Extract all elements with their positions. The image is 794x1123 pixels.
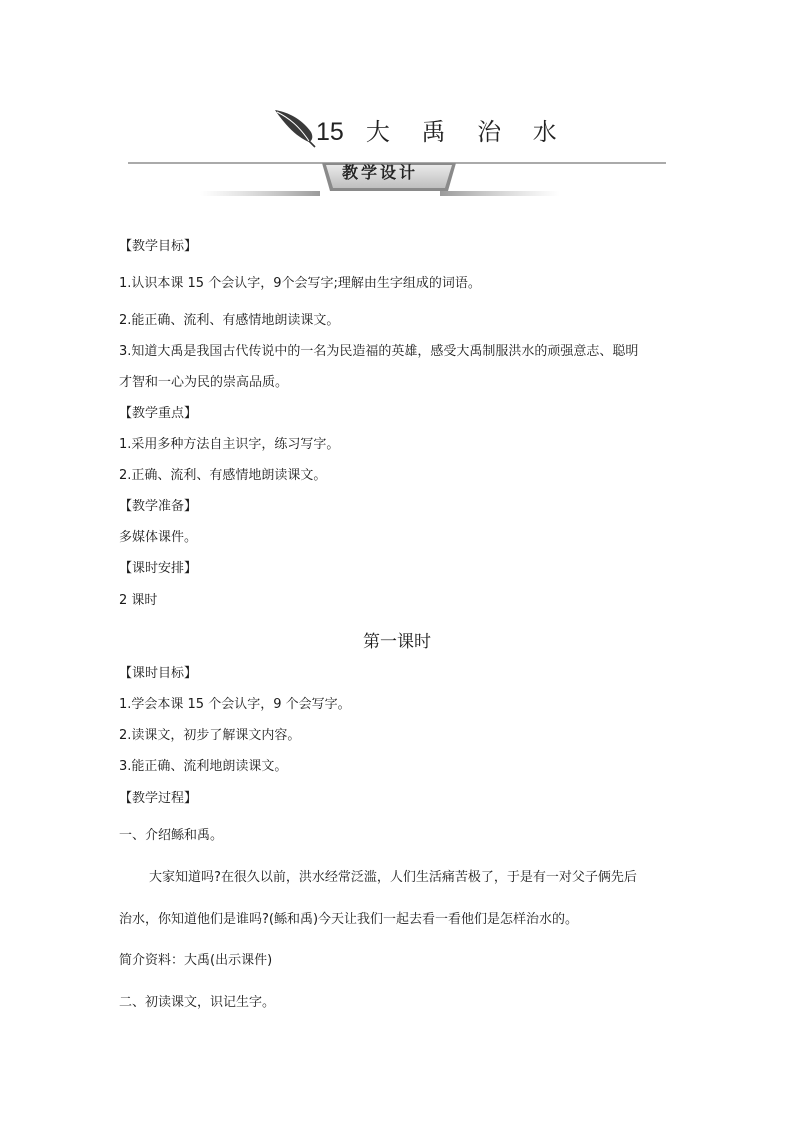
section-badge: 教学设计 <box>341 163 418 182</box>
period-heading: 第一课时 <box>363 632 431 652</box>
goal-item: 2.能正确、流利、有感情地朗读课文。 <box>119 313 340 328</box>
preparation-heading: 【教学准备】 <box>119 499 198 514</box>
key-point-item: 1.采用多种方法自主识字，练习写字。 <box>119 437 340 452</box>
process-paragraph: 大家知道吗?在很久以前，洪水经常泛滥，人们生活痛苦极了，于是有一对父子俩先后 <box>149 870 637 885</box>
period-goal-item: 1.学会本课 15 个会认字，9 个会写字。 <box>119 697 351 712</box>
process-step-2: 二、初读课文，识记生字。 <box>119 995 276 1010</box>
process-paragraph-continued: 治水，你知道他们是谁吗?(鲧和禹)今天让我们一起去看一看他们是怎样治水的。 <box>119 912 579 927</box>
process-heading: 【教学过程】 <box>119 791 198 806</box>
preparation-text: 多媒体课件。 <box>119 530 198 545</box>
goal-item: 3.知道大禹是我国古代传说中的一名为民造福的英雄，感受大禹制服洪水的顽强意志、聪明 <box>119 344 639 359</box>
goal-item-continued: 才智和一心为民的崇高品质。 <box>119 375 289 390</box>
period-goal-item: 3.能正确、流利地朗读课文。 <box>119 759 288 774</box>
lesson-title <box>316 112 569 147</box>
period-goal-item: 2.读课文，初步了解课文内容。 <box>119 728 301 743</box>
process-step-1: 一、介绍鲧和禹。 <box>119 828 224 843</box>
quill-pen-icon <box>273 108 317 148</box>
resource-note: 简介资料：大禹(出示课件) <box>119 953 273 968</box>
key-point-item: 2.正确、流利、有感情地朗读课文。 <box>119 468 327 483</box>
schedule-heading: 【课时安排】 <box>119 561 198 576</box>
goal-item: 1.认识本课 15 个会认字，9个会写字;理解由生字组成的词语。 <box>119 276 481 291</box>
lesson-number: 15 <box>316 118 344 146</box>
goals-heading: 【教学目标】 <box>119 239 198 254</box>
lesson-header <box>0 108 794 148</box>
schedule-text: 2 课时 <box>119 593 158 608</box>
lesson-name: 大 禹 治 水 <box>365 118 569 146</box>
key-points-heading: 【教学重点】 <box>119 406 198 421</box>
period-goals-heading: 【课时目标】 <box>119 666 198 681</box>
